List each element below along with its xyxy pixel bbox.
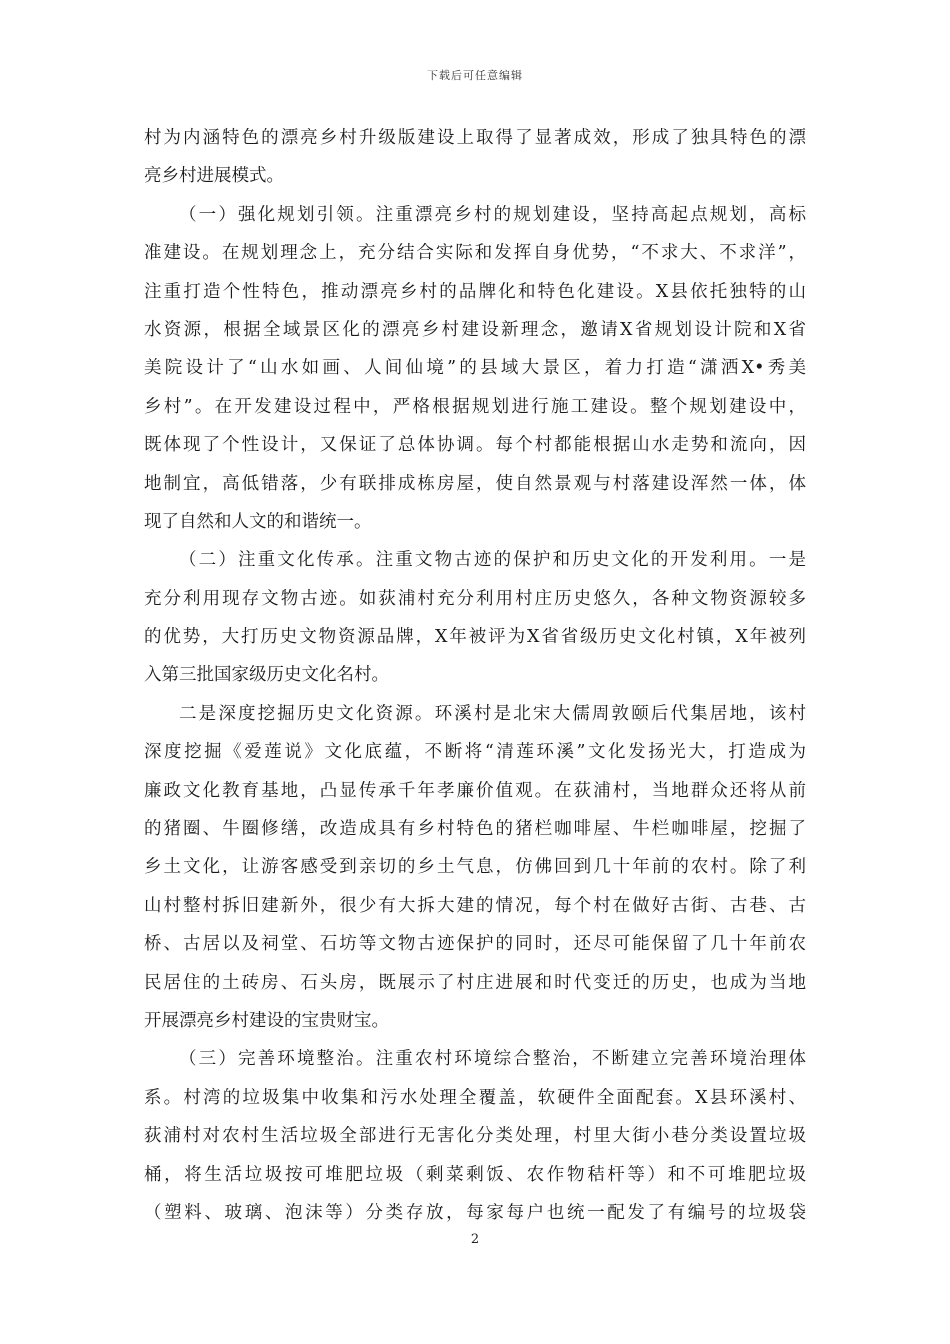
page-header: 下载后可任意编辑 [427,69,523,82]
body-line: （二）注重文化传承。注重文物古迹的保护和历史文化的开发利用。一是 [179,550,806,571]
body-line: （三）完善环境整治。注重农村环境综合整治，不断建立完善环境治理体 [179,1049,806,1070]
body-line: 深度挖掘《爱莲说》文化底蕴，不断将“清莲环溪”文化发扬光大，打造成为 [144,742,806,763]
body-line: 系。村湾的垃圾集中收集和污水处理全覆盖，软硬件全面配套。X县环溪村、 [144,1087,806,1108]
body-line: 充分利用现存文物古迹。如荻浦村充分利用村庄历史悠久，各种文物资源较多 [144,588,806,609]
body-line: 村为内涵特色的漂亮乡村升级版建设上取得了显著成效，形成了独具特色的漂 [144,128,806,148]
body-line: 乡村”。在开发建设过程中，严格根据规划进行施工建设。整个规划建设中， [144,396,806,417]
body-line: 荻浦村对农村生活垃圾全部进行无害化分类处理，村里大街小巷分类设置垃圾 [144,1126,806,1147]
body-line: 的优势，大打历史文物资源品牌，X年被评为X省省级历史文化村镇，X年被列 [144,627,806,648]
body-line: （一）强化规划引领。注重漂亮乡村的规划建设，坚持高起点规划，高标 [179,204,806,225]
document-body [144,119,806,1232]
body-line: 山村整村拆旧建新外，很少有大拆大建的情况，每个村在做好古街、古巷、古 [144,895,806,916]
body-line: 地制宜，高低错落，少有联排成栋房屋，使自然景观与村落建设浑然一体，体 [144,473,806,494]
body-line: 桶，将生活垃圾按可堆肥垃圾（剩菜剩饭、农作物秸杆等）和不可堆肥垃圾 [144,1164,806,1185]
body-line: （塑料、玻璃、泡沫等）分类存放，每家每户也统一配发了有编号的垃圾袋 [144,1202,806,1223]
body-line: 桥、古居以及祠堂、石坊等文物古迹保护的同时，还尽可能保留了几十年前农 [144,934,806,955]
body-line: 准建设。在规划理念上，充分结合实际和发挥自身优势，“不求大、不求洋”， [144,243,806,264]
body-line: 廉政文化教育基地，凸显传承千年孝廉价值观。在荻浦村，当地群众还将从前 [144,780,806,801]
body-line: 现了自然和人文的和谐统一。 [144,511,372,532]
body-line: 开展漂亮乡村建设的宝贵财宝。 [144,1010,389,1031]
body-line: 二是深度挖掘历史文化资源。环溪村是北宋大儒周敦颐后代集居地，该村 [179,703,806,724]
body-line: 水资源，根据全域景区化的漂亮乡村建设新理念，邀请X省规划设计院和X省 [144,319,806,340]
body-line: 既体现了个性设计，又保证了总体协调。每个村都能根据山水走势和流向，因 [144,435,806,456]
body-line: 的猪圈、牛圈修缮，改造成具有乡村特色的猪栏咖啡屋、牛栏咖啡屋，挖掘了 [144,819,806,840]
body-line: 乡土文化，让游客感受到亲切的乡土气息，仿佛回到几十年前的农村。除了利 [144,857,806,878]
page-number: 2 [470,1232,480,1247]
body-line: 民居住的土砖房、石头房，既展示了村庄进展和时代变迁的历史，也成为当地 [144,972,806,993]
body-line: 美院设计了“山水如画、人间仙境”的县域大景区，着力打造“潇洒X•秀美 [144,358,806,379]
body-line: 亮乡村进展模式。 [144,166,284,187]
body-line: 入第三批国家级历史文化名村。 [144,665,389,686]
body-line: 注重打造个性特色，推动漂亮乡村的品牌化和特色化建设。X县依托独特的山 [144,281,806,302]
